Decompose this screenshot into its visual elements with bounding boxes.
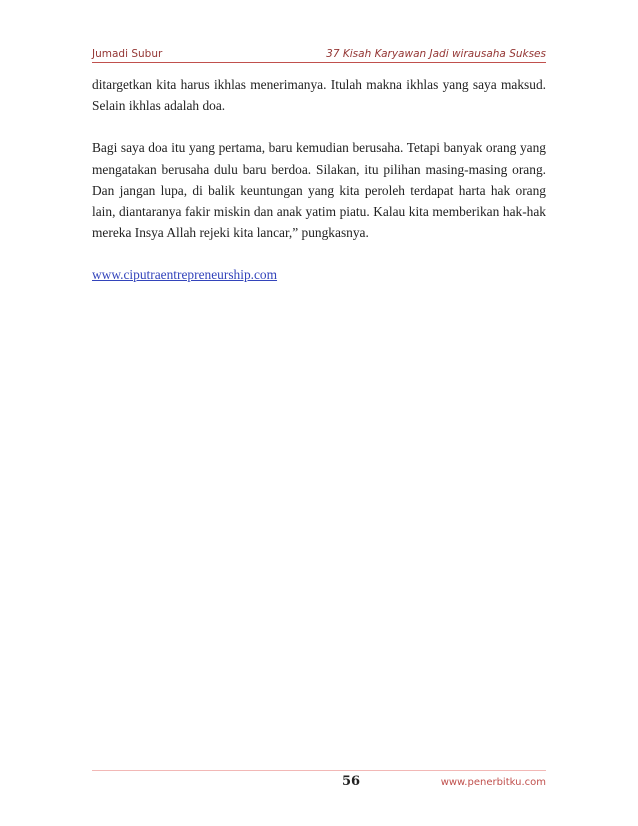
footer-divider [92, 770, 546, 771]
body-paragraph: Bagi saya doa itu yang pertama, baru kemudian berusaha. Tetapi banyak orang yang mengatakan berusaha dulu baru berdoa. Silakan, itu pilihan masing-masing orang. Dan jangan lupa, di balik keuntungan yang kita peroleh terdapat harta hak orang lain, diantaranya fakir miskin dan anak yatim piatu. Kalau kita memberikan hak-hak mereka Insya Allah rejeki kita lancar,” pungkasnya. [92, 140, 546, 241]
header-author: Jumadi Subur [92, 48, 163, 60]
page-number: 56 [342, 774, 361, 789]
footer-website: www.penerbitku.com [440, 777, 546, 788]
body-paragraph: ditargetkan kita harus ikhlas menerimanya. Itulah makna ikhlas yang saya maksud. Selain ikhlas adalah doa. [92, 77, 546, 114]
header-book-title: 37 Kisah Karyawan Jadi wirausaha Sukses [326, 48, 546, 60]
source-paragraph [92, 264, 546, 285]
page-body [92, 74, 546, 307]
page-header [92, 44, 546, 63]
source-link[interactable]: www.ciputraentrepreneurship.com [92, 267, 278, 283]
